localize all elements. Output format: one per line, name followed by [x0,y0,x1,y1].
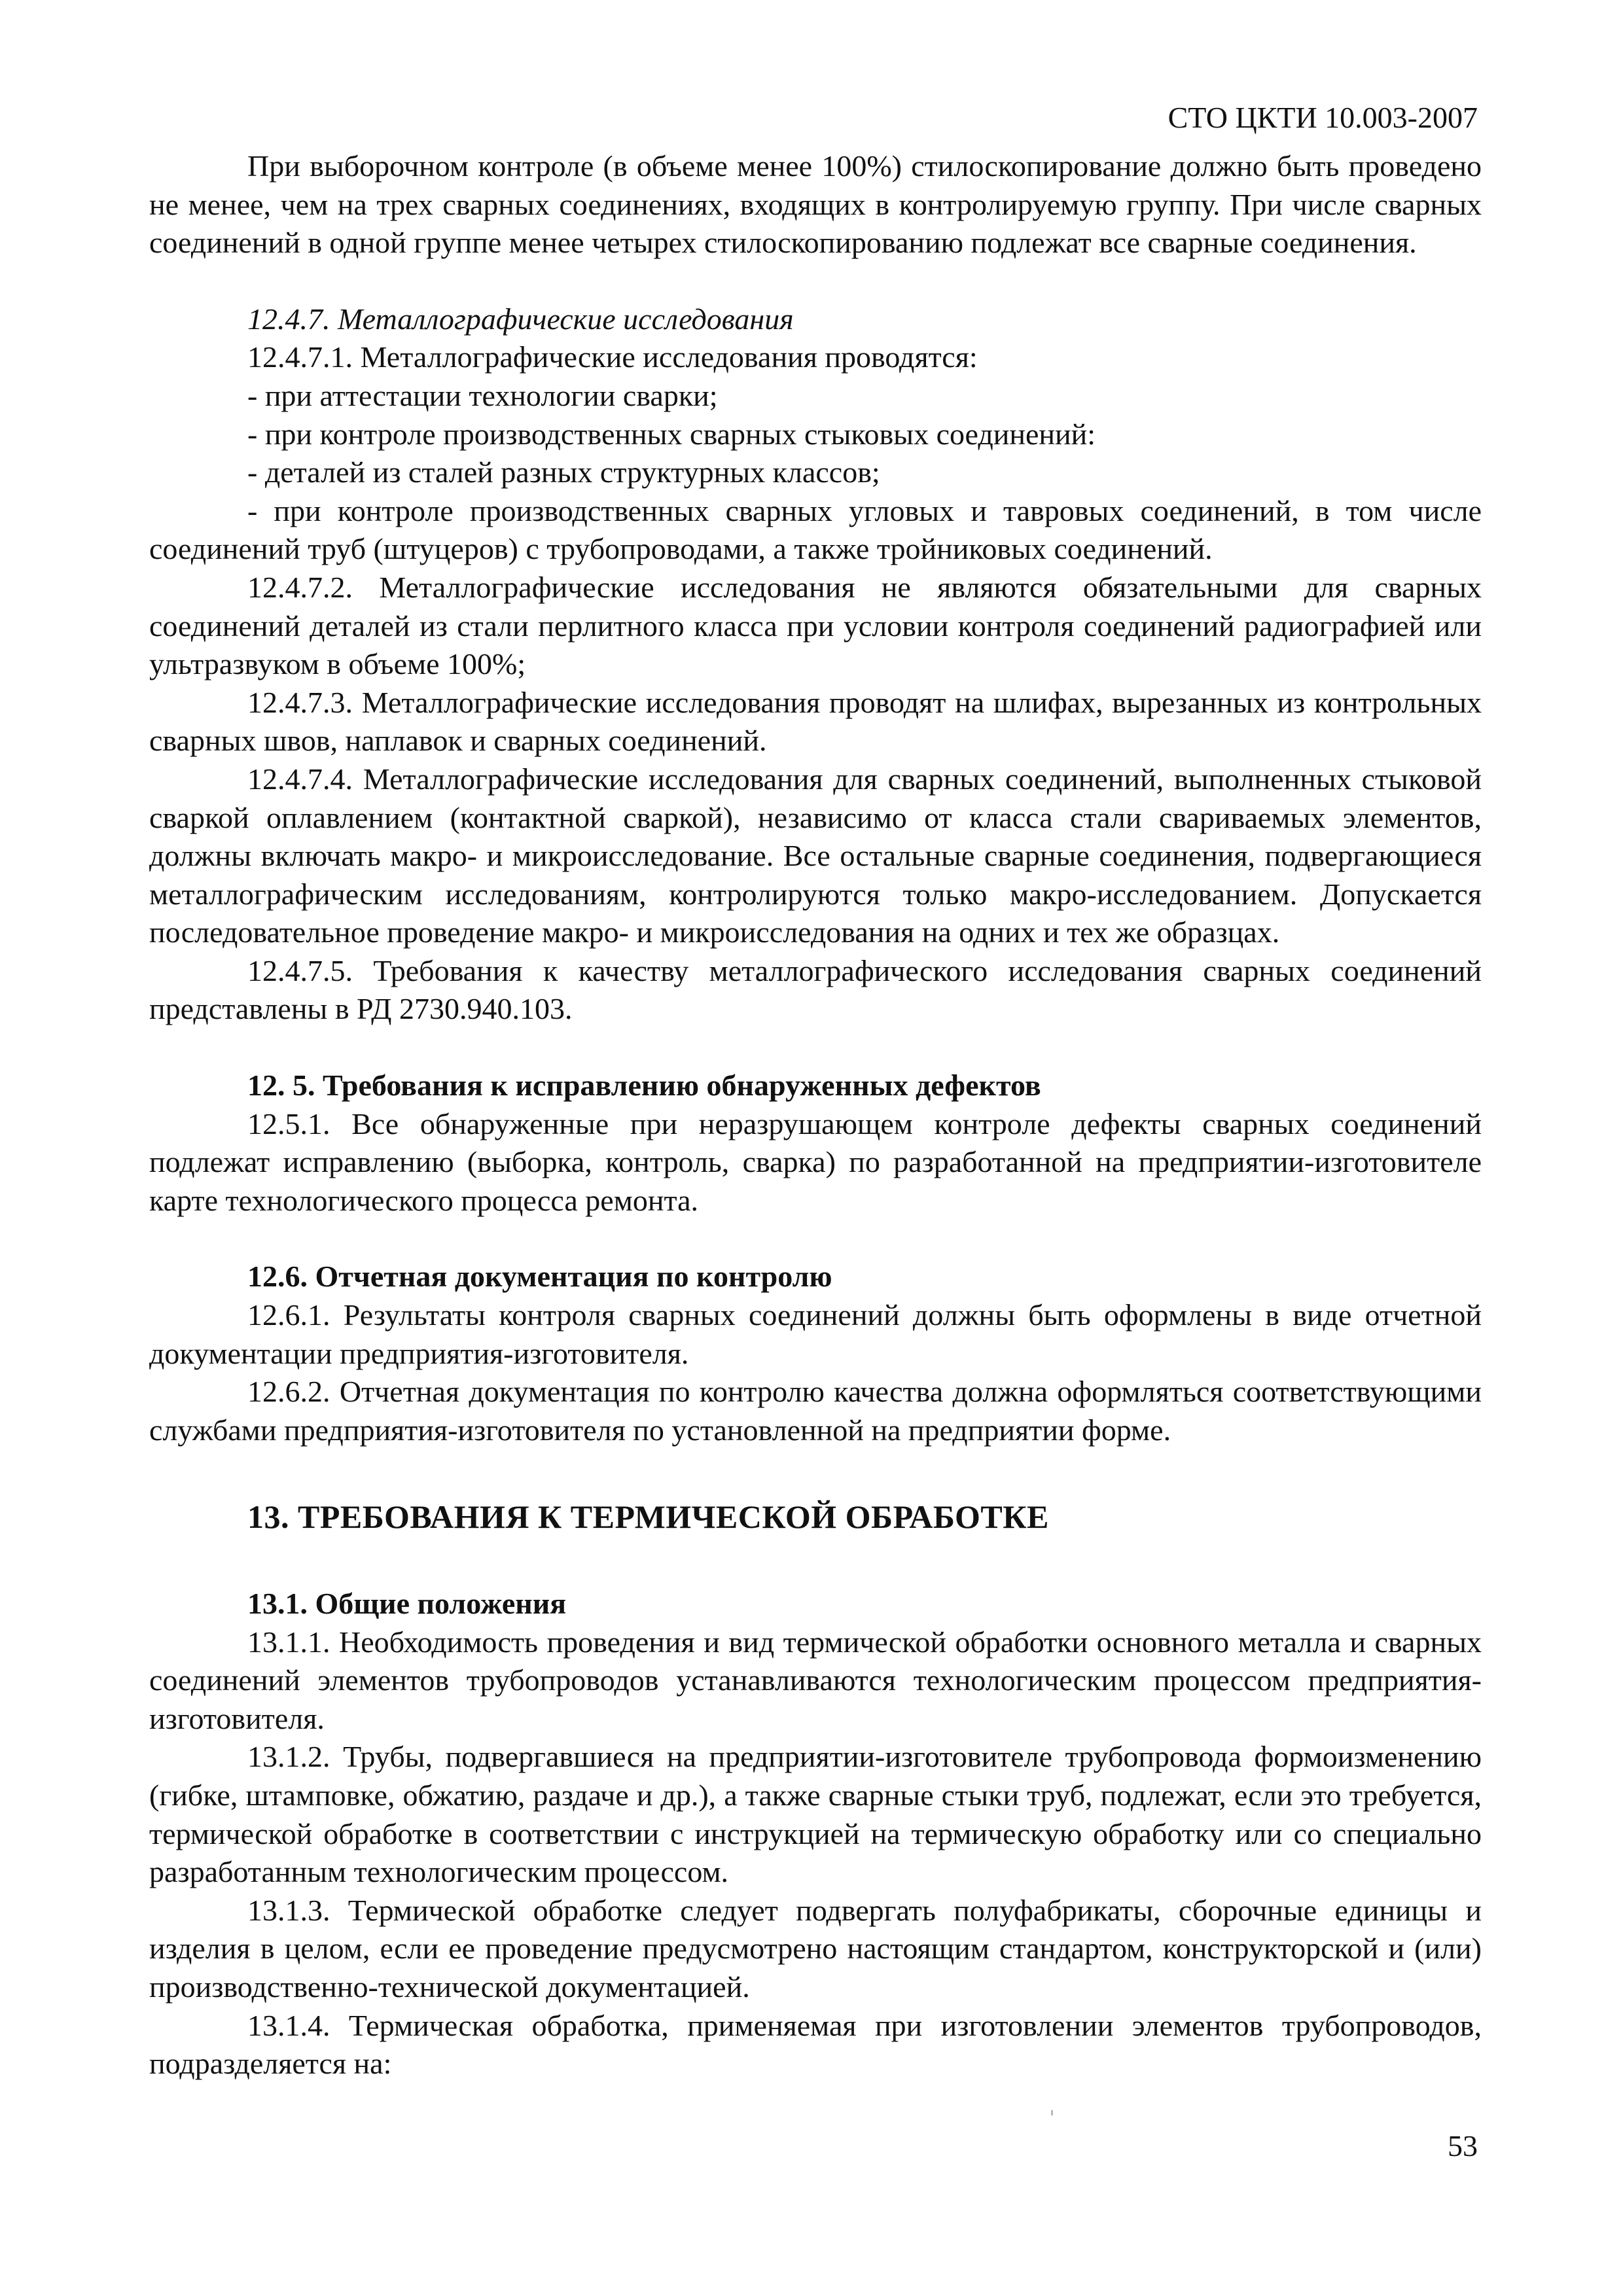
paragraph-12-4-7-2: 12.4.7.2. Металлографические исследования не являются обязательными для сварных соединений деталей из стали перлитного класса при условии контроля соединений радиографией или ультразвуком в объеме 100%; [149,570,1482,681]
paragraph-13-1-3: 13.1.3. Термической обработке следует подвергать полуфабрикаты, сборочные единицы и изделия в целом, если ее проведение предусмотрено настоящим стандартом, конструкторской и (или) производственно-технической документацией. [149,1893,1482,2004]
scan-artifact [1051,2110,1053,2115]
paragraph-12-4-7-3: 12.4.7.3. Металлографические исследования проводят на шлифах, вырезанных из контрольных сварных швов, наплавок и сварных соединений. [149,685,1482,758]
paragraph-13-1-4: 13.1.4. Термическая обработка, применяемая при изготовлении элементов трубопроводов, подразделяется на: [149,2008,1482,2081]
section-title-12-4-7: 12.4.7. Металлографические исследования [247,302,794,336]
list-item: - при аттестации технологии сварки; [247,378,718,412]
page-number: 53 [1448,2129,1478,2163]
paragraph-12-6-1: 12.6.1. Результаты контроля сварных соединений должны быть оформлены в виде отчетной документации предприятия-изготовителя. [149,1298,1482,1370]
section-title-12-6: 12.6. Отчетная документация по контролю [247,1260,832,1294]
document-code-header: СТО ЦКТИ 10.003-2007 [1168,101,1478,134]
paragraph-12-6-2: 12.6.2. Отчетная документация по контролю качества должна оформляться соответствующими службами предприятия-изготовителя по установленной на предприятии форме. [149,1375,1482,1447]
list-item: - деталей из сталей разных структурных классов; [247,455,880,489]
paragraph-12-4-7-4: 12.4.7.4. Металлографические исследования для сварных соединений, выполненных стыковой сваркой оплавлением (контактной сваркой), независимо от класса стали свариваемых элементов, должны включать макро- и микроисследование. Все остальные сварные соединения, подвергающиеся металлографическим исследованиям, контролируются только макро-исследованием. Допускается последовательное проведение макро- и микроисследования на одних и тех же образцах. [149,762,1482,949]
section-title-13-1: 13.1. Общие положения [247,1587,567,1620]
paragraph-13-1-2: 13.1.2. Трубы, подвергавшиеся на предприятии-изготовителе трубопровода формоизменению (гибке, штамповке, обжатию, раздаче и др.), а также сварные стыки труб, подлежат, если это требуется, термической обработке в соответствии с инструкцией на термическую обработку или со специально разработанным технологическим процессом. [149,1740,1482,1889]
paragraph-intro: При выборочном контроле (в объеме менее 100%) стилоскопирование должно быть проведено не менее, чем на трех сварных соединениях, входящих в контролируемую группу. При числе сварных соединений в одной группе менее четырех стилоскопированию подлежат все сварные соединения. [149,149,1482,260]
list-item: - при контроле производственных сварных стыковых соединений: [247,417,1096,451]
paragraph-12-4-7-1: 12.4.7.1. Металлографические исследования проводятся: [247,340,978,374]
paragraph-12-5-1: 12.5.1. Все обнаруженные при неразрушающем контроле дефекты сварных соединений подлежат исправлению (выборка, контроль, сварка) по разработанной на предприятии-изготовителе карте технологического процесса ремонта. [149,1106,1482,1217]
list-item: - при контроле производственных сварных угловых и тавровых соединений, в том числе соединений труб (штуцеров) с трубопроводами, а также тройниковых соединений. [149,493,1482,566]
chapter-title-13: 13. ТРЕБОВАНИЯ К ТЕРМИЧЕСКОЙ ОБРАБОТКЕ [247,1498,1049,1536]
paragraph-12-4-7-5: 12.4.7.5. Требования к качеству металлографического исследования сварных соединений представлены в РД 2730.940.103. [149,953,1482,1026]
page-body [149,147,1482,2083]
paragraph-13-1-1: 13.1.1. Необходимость проведения и вид термической обработки основного металла и сварных соединений элементов трубопроводов устанавливаются технологическим процессом предприятия-изготовителя. [149,1625,1482,1735]
section-title-12-5: 12. 5. Требования к исправлению обнаруженных дефектов [247,1069,1041,1103]
